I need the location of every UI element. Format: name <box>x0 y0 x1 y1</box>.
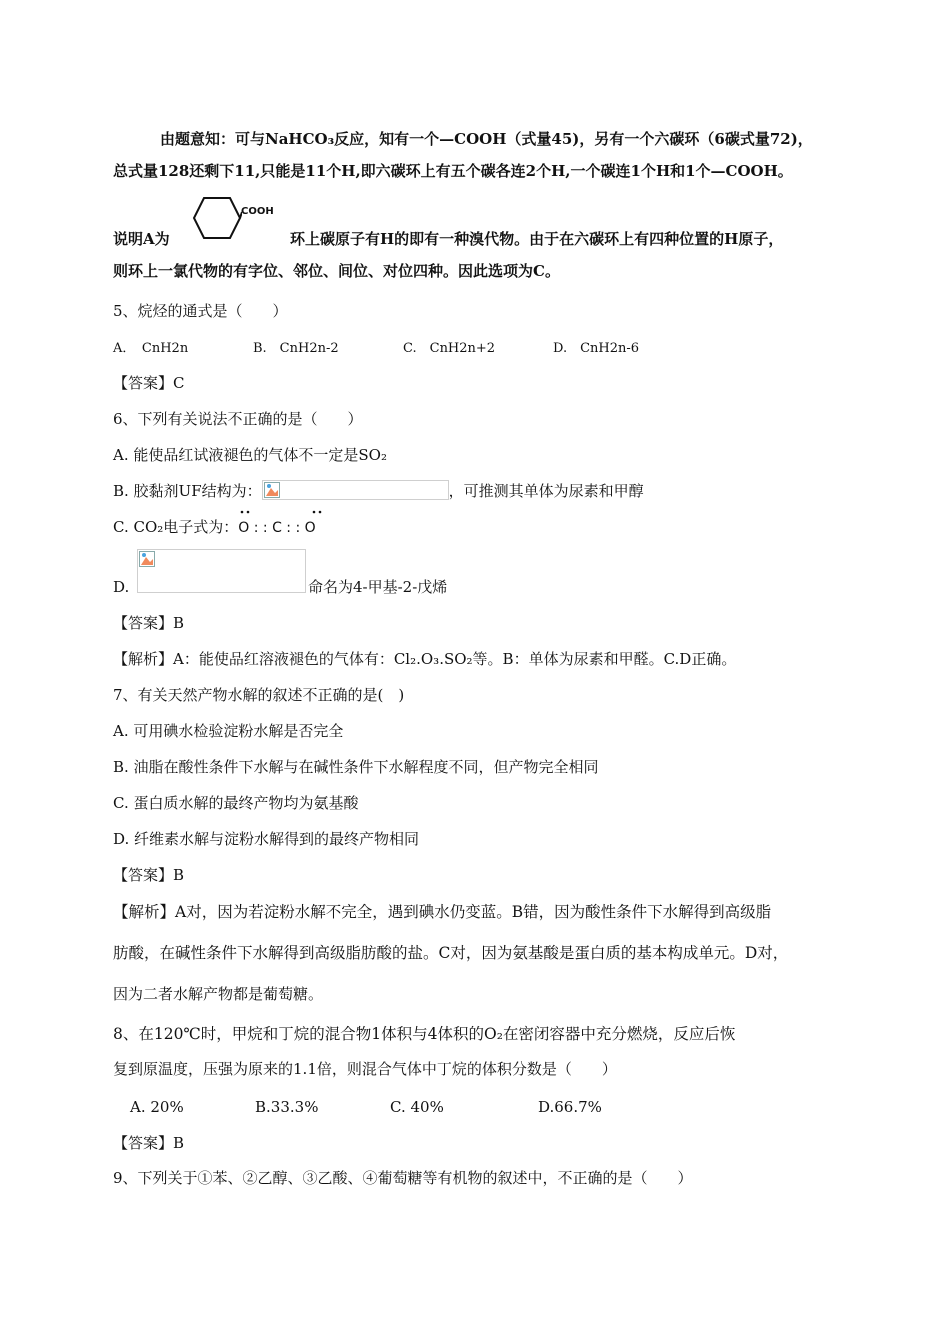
q6-answer: 【答案】B <box>113 614 185 632</box>
q7-analysis-1: 【解析】A对，因为若淀粉水解不完全，遇到碘水仍变蓝。B错，因为酸性条件下水解得到高级脂 <box>113 903 772 921</box>
q6-option-b-pre: B. 胶黏剂UF结构为： <box>113 482 262 500</box>
q7-analysis-2: 肪酸，在碱性条件下水解得到高级脂肪酸的盐。C对，因为氨基酸是蛋白质的基本构成单元。D对， <box>113 944 789 962</box>
q7-option-d: D. 纤维素水解与淀粉水解得到的最终产物相同 <box>113 830 420 848</box>
q7-answer: 【答案】B <box>113 866 185 884</box>
q6-option-b-post: ，可推测其单体为尿素和甲醇 <box>448 482 644 500</box>
q6-option-c <box>113 516 316 539</box>
q7-stem: 7、有关天然产物水解的叙述不正确的是( ) <box>113 686 405 704</box>
analysis-line-3-pre: 说明A为 <box>113 230 170 248</box>
q7-option-b: B. 油脂在酸性条件下水解与在碱性条件下水解程度不同，但产物完全相同 <box>113 758 599 776</box>
q6-option-c-pre: C. CO₂电子式为： <box>113 518 239 536</box>
q5-option-b: B. CnH2n-2 <box>253 341 339 356</box>
q6-option-d-pre: D. <box>113 578 130 596</box>
q6-stem: 6、下列有关说法不正确的是（ ） <box>113 410 363 428</box>
q8-answer: 【答案】B <box>113 1134 185 1152</box>
q5-option-a: A． CnH2n <box>113 341 189 356</box>
q5-option-d: D. CnH2n-6 <box>553 341 640 356</box>
electron-dots <box>236 508 336 516</box>
broken-image-icon <box>264 482 280 498</box>
q8-stem-2: 复到原温度，压强为原来的1.1倍，则混合气体中丁烷的体积分数是（ ） <box>113 1060 617 1078</box>
q5-options <box>113 338 639 360</box>
q8-option-b: B.33.3% <box>255 1098 319 1116</box>
analysis-line-2: 总式量128还剩下11,只能是11个H,即六碳环上有五个碳各连2个H,一个碳连1个H和1个—COOH。 <box>113 162 793 180</box>
q6-option-d-post: 命名为4-甲基-2-戊烯 <box>308 578 448 596</box>
q6-analysis: 【解析】A：能使品红溶液褪色的气体有：Cl₂.O₃.SO₂等。B：单体为尿素和甲醛。C.D正确。 <box>113 650 737 668</box>
q8-options <box>130 1096 602 1118</box>
q8-option-d: D.66.7% <box>538 1098 602 1116</box>
broken-image-icon <box>139 551 155 567</box>
q8-option-c: C. 40% <box>390 1098 444 1116</box>
q6-option-b <box>113 480 644 502</box>
analysis-line-3-post: 环上碳原子有H的即有一种溴代物。由于在六碳环上有四种位置的H原子， <box>290 230 784 248</box>
broken-image-placeholder <box>137 549 306 593</box>
cyclohexane-ring-diagram <box>192 196 242 240</box>
q5-answer: 【答案】C <box>113 374 185 392</box>
q7-analysis-3: 因为二者水解产物都是葡萄糖。 <box>113 985 324 1003</box>
q8-option-a: A. 20% <box>130 1098 184 1116</box>
q9-stem: 9、下列关于①苯、②乙醇、③乙酸、④葡萄糖等有机物的叙述中，不正确的是（ ） <box>113 1169 693 1187</box>
q5-stem: 5、烷烃的通式是（ ） <box>113 302 288 320</box>
analysis-line-1: 由题意知：可与NaHCO₃反应，知有一个—COOH（式量45)，另有一个六碳环（6碳式量72)， <box>160 130 813 148</box>
q6-option-a: A. 能使品红试液褪色的气体不一定是SO₂ <box>113 446 387 464</box>
analysis-line-4: 则环上一氯代物的有字位、邻位、间位、对位四种。因此选项为C。 <box>113 262 560 280</box>
q8-stem-1: 8、在120℃时，甲烷和丁烷的混合物1体积与4体积的O₂在密闭容器中充分燃烧，反应后恢 <box>113 1025 736 1043</box>
cooh-label: COOH <box>241 206 274 217</box>
q7-option-a: A. 可用碘水检验淀粉水解是否完全 <box>113 722 344 740</box>
q7-option-c: C. 蛋白质水解的最终产物均为氨基酸 <box>113 794 359 812</box>
q5-option-c: C. CnH2n+2 <box>403 341 496 356</box>
broken-image-placeholder <box>262 480 449 500</box>
co2-electron-formula: O : : C : : O <box>238 520 316 536</box>
